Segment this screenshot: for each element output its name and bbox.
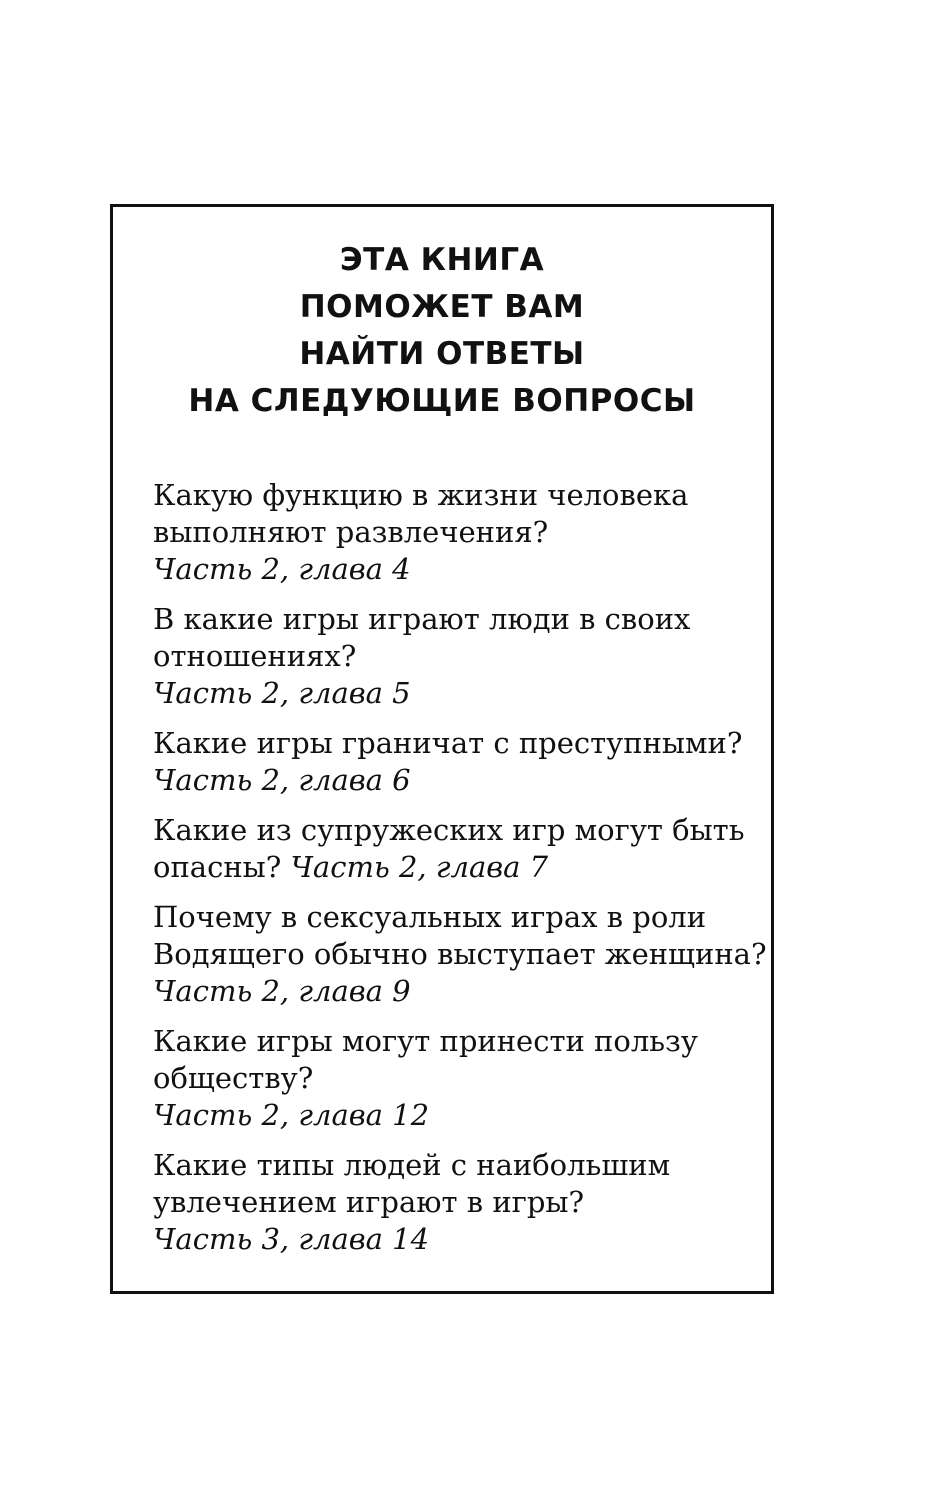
question-line: Водящего обычно выступает женщина? <box>153 937 767 971</box>
boxed-panel <box>110 204 774 1294</box>
chapter-reference: Часть 2, глава 6 <box>153 763 411 797</box>
question-text <box>153 812 751 886</box>
question-item <box>153 1147 751 1258</box>
question-item <box>153 1023 751 1134</box>
question-line: отношениях? <box>153 639 357 673</box>
question-item <box>153 899 767 1010</box>
question-line-with-ref <box>153 849 751 886</box>
question-item <box>153 601 751 712</box>
heading-line: НА СЛЕДУЮЩИЕ ВОПРОСЫ <box>188 383 696 419</box>
question-line: Какие игры граничат с преступными? <box>153 726 743 760</box>
question-text <box>153 601 751 675</box>
question-list <box>153 477 767 1271</box>
question-line: Какие типы людей с наибольшим <box>153 1148 671 1182</box>
question-line: выполняют развлечения? <box>153 515 549 549</box>
heading-line: НАЙТИ ОТВЕТЫ <box>299 336 585 372</box>
question-text <box>153 725 751 762</box>
question-text <box>153 1147 751 1221</box>
chapter-reference: Часть 2, глава 5 <box>153 676 411 710</box>
question-line: Какие игры могут принести пользу <box>153 1024 698 1058</box>
question-line: Какую функцию в жизни человека <box>153 478 689 512</box>
question-line: обществу? <box>153 1061 314 1095</box>
question-item <box>153 725 751 799</box>
question-text <box>153 477 751 551</box>
question-line: Почему в сексуальных играх в роли <box>153 900 707 934</box>
chapter-reference: Часть 2, глава 12 <box>153 1098 430 1132</box>
panel-heading <box>113 237 771 425</box>
question-line: Какие из супружеских игр могут быть <box>153 813 745 847</box>
question-line: увлечением играют в игры? <box>153 1185 585 1219</box>
chapter-reference: Часть 3, глава 14 <box>153 1222 430 1256</box>
question-text <box>153 1023 751 1097</box>
question-line: опасны? <box>153 850 282 884</box>
heading-line: ПОМОЖЕТ ВАМ <box>299 289 585 325</box>
question-item <box>153 477 751 588</box>
chapter-reference: Часть 2, глава 7 <box>290 850 549 884</box>
chapter-reference: Часть 2, глава 9 <box>153 974 411 1008</box>
chapter-reference: Часть 2, глава 4 <box>153 552 411 586</box>
question-text <box>153 899 767 973</box>
heading-line: ЭТА КНИГА <box>339 242 545 278</box>
question-item <box>153 812 751 886</box>
question-line: В какие игры играют люди в своих <box>153 602 691 636</box>
